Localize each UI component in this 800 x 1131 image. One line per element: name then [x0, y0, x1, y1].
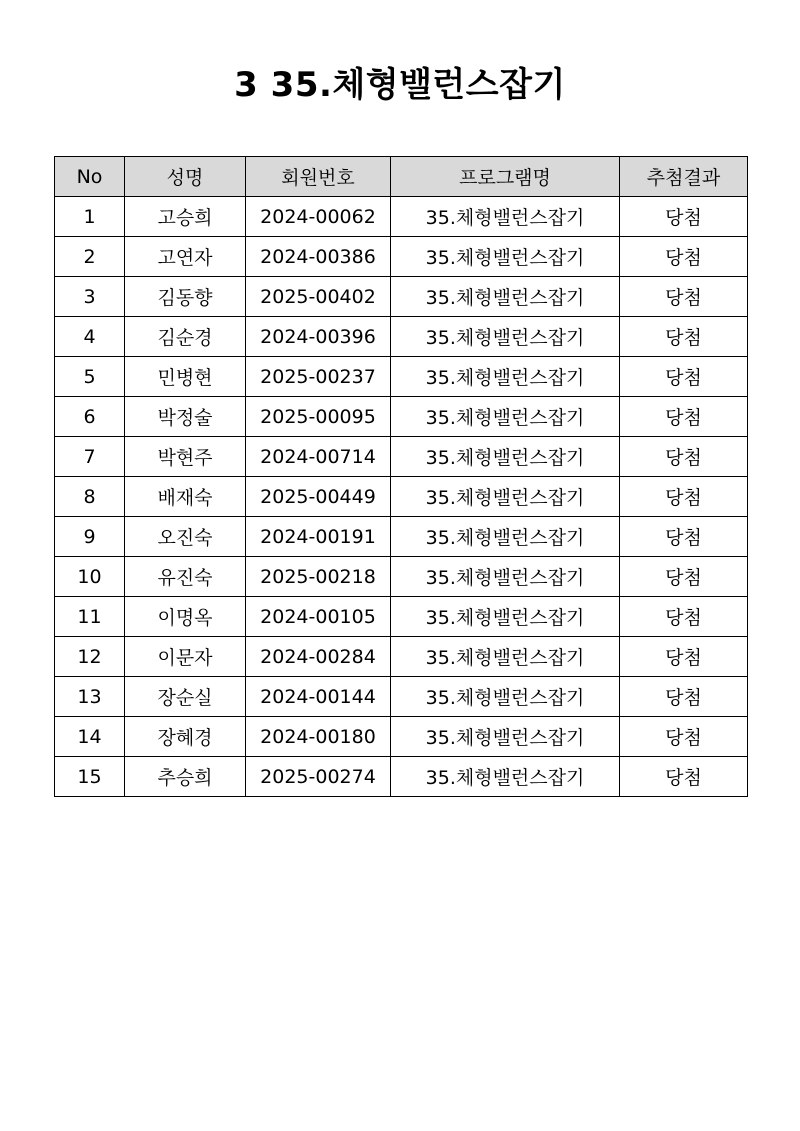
cell-member-no: 2025-00402 — [246, 277, 391, 317]
cell-no: 6 — [55, 397, 125, 437]
table-row — [55, 637, 748, 677]
cell-member-no: 2025-00274 — [246, 757, 391, 797]
cell-result: 당첨 — [620, 277, 748, 317]
cell-member-no: 2025-00218 — [246, 557, 391, 597]
cell-name: 고연자 — [125, 237, 246, 277]
table-row — [55, 397, 748, 437]
cell-no: 2 — [55, 237, 125, 277]
cell-result: 당첨 — [620, 637, 748, 677]
table-row — [55, 277, 748, 317]
cell-name: 김순경 — [125, 317, 246, 357]
cell-program: 35.체형밸런스잡기 — [391, 397, 620, 437]
table-row — [55, 197, 748, 237]
cell-name: 추승희 — [125, 757, 246, 797]
cell-member-no: 2024-00062 — [246, 197, 391, 237]
cell-result: 당첨 — [620, 437, 748, 477]
cell-program: 35.체형밸런스잡기 — [391, 317, 620, 357]
header-result: 추첨결과 — [620, 157, 748, 197]
page-title: 3 35.체형밸런스잡기 — [234, 65, 566, 105]
cell-name: 장혜경 — [125, 717, 246, 757]
cell-no: 9 — [55, 517, 125, 557]
cell-result: 당첨 — [620, 237, 748, 277]
cell-member-no: 2024-00284 — [246, 637, 391, 677]
cell-no: 8 — [55, 477, 125, 517]
cell-name: 유진숙 — [125, 557, 246, 597]
cell-member-no: 2025-00237 — [246, 357, 391, 397]
cell-name: 오진숙 — [125, 517, 246, 557]
cell-program: 35.체형밸런스잡기 — [391, 477, 620, 517]
cell-member-no: 2025-00095 — [246, 397, 391, 437]
cell-program: 35.체형밸런스잡기 — [391, 757, 620, 797]
table-row — [55, 317, 748, 357]
table-row — [55, 557, 748, 597]
header-no: No — [55, 157, 125, 197]
cell-program: 35.체형밸런스잡기 — [391, 277, 620, 317]
cell-program: 35.체형밸런스잡기 — [391, 557, 620, 597]
cell-result: 당첨 — [620, 597, 748, 637]
cell-no: 14 — [55, 717, 125, 757]
cell-no: 12 — [55, 637, 125, 677]
cell-member-no: 2024-00396 — [246, 317, 391, 357]
lottery-results-table — [54, 156, 748, 797]
cell-member-no: 2024-00105 — [246, 597, 391, 637]
cell-member-no: 2024-00191 — [246, 517, 391, 557]
cell-program: 35.체형밸런스잡기 — [391, 677, 620, 717]
cell-program: 35.체형밸런스잡기 — [391, 717, 620, 757]
cell-result: 당첨 — [620, 397, 748, 437]
table-row — [55, 517, 748, 557]
cell-no: 10 — [55, 557, 125, 597]
table-row — [55, 597, 748, 637]
header-name: 성명 — [125, 157, 246, 197]
cell-no: 5 — [55, 357, 125, 397]
cell-no: 4 — [55, 317, 125, 357]
cell-no: 11 — [55, 597, 125, 637]
table-row — [55, 717, 748, 757]
cell-result: 당첨 — [620, 717, 748, 757]
cell-no: 3 — [55, 277, 125, 317]
table-row — [55, 757, 748, 797]
cell-member-no: 2024-00386 — [246, 237, 391, 277]
cell-name: 배재숙 — [125, 477, 246, 517]
cell-name: 이문자 — [125, 637, 246, 677]
cell-program: 35.체형밸런스잡기 — [391, 437, 620, 477]
cell-result: 당첨 — [620, 317, 748, 357]
cell-result: 당첨 — [620, 477, 748, 517]
cell-member-no: 2025-00449 — [246, 477, 391, 517]
cell-result: 당첨 — [620, 757, 748, 797]
cell-program: 35.체형밸런스잡기 — [391, 197, 620, 237]
table-row — [55, 677, 748, 717]
cell-result: 당첨 — [620, 517, 748, 557]
cell-name: 박현주 — [125, 437, 246, 477]
cell-member-no: 2024-00144 — [246, 677, 391, 717]
cell-program: 35.체형밸런스잡기 — [391, 637, 620, 677]
cell-program: 35.체형밸런스잡기 — [391, 237, 620, 277]
cell-program: 35.체형밸런스잡기 — [391, 597, 620, 637]
header-member-no: 회원번호 — [246, 157, 391, 197]
table-header-row — [55, 157, 748, 197]
cell-no: 7 — [55, 437, 125, 477]
cell-result: 당첨 — [620, 357, 748, 397]
cell-name: 이명옥 — [125, 597, 246, 637]
cell-name: 박정술 — [125, 397, 246, 437]
cell-no: 15 — [55, 757, 125, 797]
table-row — [55, 437, 748, 477]
cell-program: 35.체형밸런스잡기 — [391, 357, 620, 397]
cell-name: 민병현 — [125, 357, 246, 397]
table-row — [55, 357, 748, 397]
cell-name: 장순실 — [125, 677, 246, 717]
cell-program: 35.체형밸런스잡기 — [391, 517, 620, 557]
header-program: 프로그램명 — [391, 157, 620, 197]
table-row — [55, 237, 748, 277]
cell-member-no: 2024-00180 — [246, 717, 391, 757]
cell-name: 김동향 — [125, 277, 246, 317]
cell-result: 당첨 — [620, 197, 748, 237]
cell-member-no: 2024-00714 — [246, 437, 391, 477]
table-row — [55, 477, 748, 517]
cell-no: 1 — [55, 197, 125, 237]
cell-result: 당첨 — [620, 677, 748, 717]
cell-no: 13 — [55, 677, 125, 717]
cell-name: 고승희 — [125, 197, 246, 237]
cell-result: 당첨 — [620, 557, 748, 597]
